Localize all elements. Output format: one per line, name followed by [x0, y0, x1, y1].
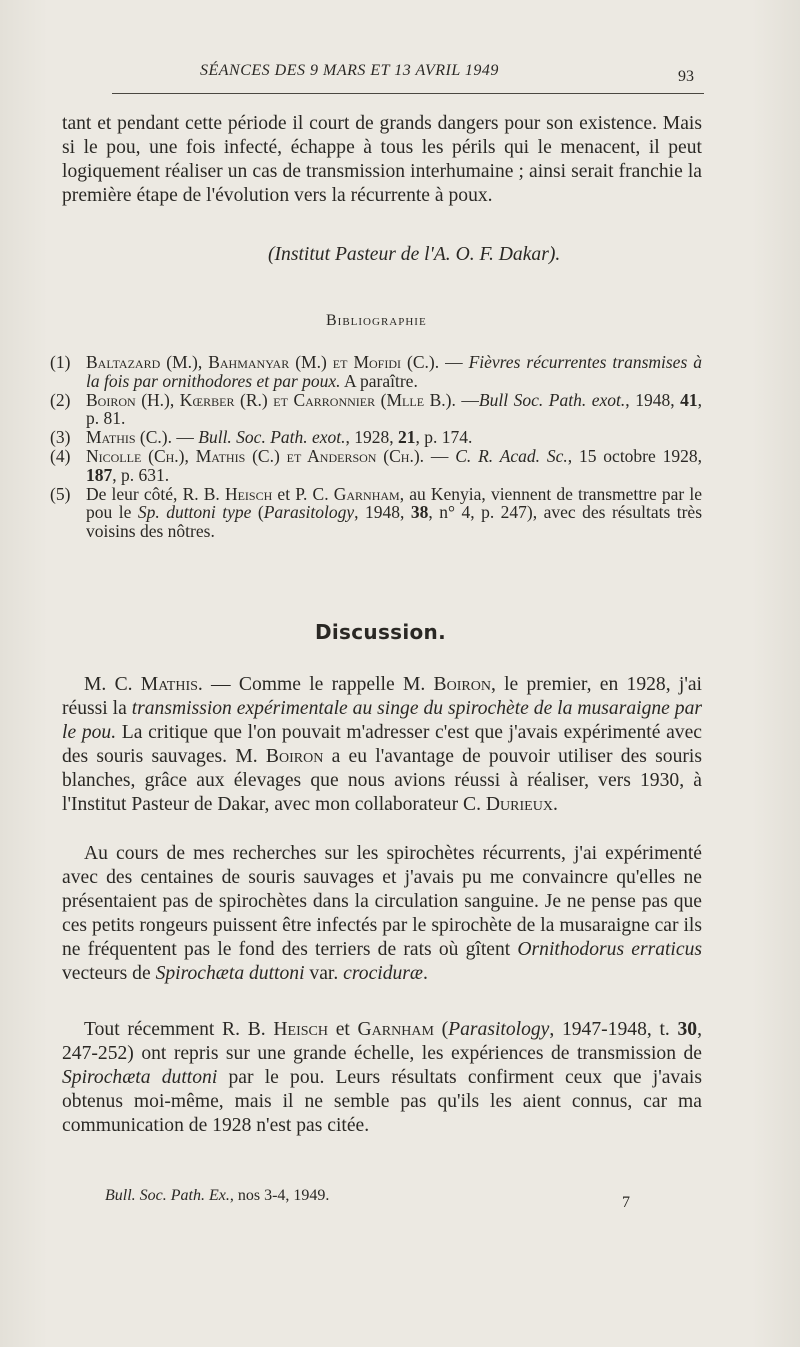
- ref-author: Garnham: [333, 483, 400, 504]
- ref-pages: , p. 174.: [415, 427, 473, 448]
- emphasis: transmission expérimentale au singe du spirochète de la musaraigne par le pou.: [62, 698, 702, 743]
- ref-title: Fièvres récurrentes transmises à la fois par ornithodores et par poux.: [86, 352, 703, 391]
- ref-journal: Bull Soc. Path. exot.: [478, 389, 626, 410]
- footer-citation: [105, 1187, 329, 1205]
- species-name: Ornithodorus erraticus: [517, 939, 702, 960]
- running-head: SÉANCES DES 9 MARS ET 13 AVRIL 1949: [200, 62, 499, 79]
- bibliography-entry-3: [50, 428, 702, 447]
- text-run: vecteurs de: [62, 963, 156, 984]
- text-run: .: [423, 963, 428, 984]
- header-rule: [112, 93, 704, 94]
- page-number: 93: [678, 68, 694, 85]
- ref-pages: , p. 81.: [86, 389, 702, 429]
- ref-text: et P. C.: [272, 483, 334, 504]
- ref-number: (4): [50, 446, 71, 467]
- speaker-name: M. C. Mathis.: [84, 674, 203, 695]
- bibliography-entry-1: [50, 353, 702, 390]
- text-run: , le premier, en 1928, j'ai réussi la: [62, 674, 702, 719]
- footer-issue: , nos 3-4, 1949.: [229, 1187, 330, 1204]
- ref-separator: —: [424, 446, 456, 467]
- text-run: var.: [304, 963, 344, 984]
- text-run: .: [552, 794, 558, 815]
- text-run: Tout récemment R. B.: [84, 1019, 274, 1040]
- ref-authors: Baltazard (M.), Bahmanyar (M.) et Mofidi (C.).: [86, 352, 440, 372]
- text-run: , 1947-1948, t.: [549, 1019, 678, 1040]
- discussion-paragraph-3: [62, 1018, 702, 1138]
- person-name: Heisch: [273, 1019, 328, 1040]
- ref-authors: Nicolle (Ch.), Mathis (C.) et Anderson (Ch.).: [86, 446, 425, 467]
- person-name: Boiron: [265, 746, 324, 767]
- ref-journal: Bull. Soc. Path. exot.: [198, 427, 346, 448]
- person-name: Durieux: [485, 794, 553, 815]
- ref-volume: 187: [86, 464, 113, 485]
- ref-author: Heisch: [224, 483, 273, 504]
- species-name: crociduræ: [343, 963, 423, 984]
- ref-volume: 41: [680, 389, 698, 410]
- text-run: Au cours de mes recherches sur les spirochètes récurrents, j'ai expérimenté avec des centaines de souris sauvages et j'avais pu me convaincre qu'elles ne présentaient pas de spirochètes dans la circulation sanguine. Je ne pense pas que ces petits rongeurs puissent être infectés par le spirochète de la musaraigne car ils ne fréquentent pas le fond des terriers de rats où gîtent: [62, 843, 702, 960]
- ref-date: , 15 octobre 1928,: [567, 446, 702, 467]
- bibliography-title: Bibliographie: [326, 312, 427, 329]
- bibliography-entry-2: [50, 391, 702, 428]
- institution-affiliation: (Institut Pasteur de l'A. O. F. Dakar).: [268, 244, 561, 265]
- text-run: — Comme le rappelle M.: [202, 674, 434, 695]
- ref-journal: Parasitology: [263, 502, 355, 523]
- ref-text: , n° 4, p. 247), avec des résultats très voisins des nôtres.: [86, 502, 703, 541]
- ref-text: De leur côté, R. B.: [86, 483, 225, 504]
- species-name: Spirochæta duttoni: [62, 1067, 218, 1088]
- sheet-number: 7: [622, 1194, 630, 1211]
- text-run: et: [328, 1019, 358, 1040]
- discussion-paragraph-2: [62, 842, 702, 986]
- volume-number: 30: [677, 1019, 698, 1040]
- text-run: (: [433, 1019, 449, 1040]
- ref-year: , 1948,: [625, 389, 681, 410]
- bibliography-entry-5: [50, 485, 702, 541]
- ref-number: (3): [50, 427, 71, 448]
- text-run: par le pou. Leurs résultats confirment ceux que j'avais obtenus moi-même, mais il ne semble pas qu'ils les aient connus, car ma communication de 1928 n'est pas citée.: [62, 1067, 702, 1136]
- discussion-paragraph-1: [62, 673, 702, 817]
- ref-pages: , p. 631.: [112, 464, 170, 485]
- bibliography-entry-4: [50, 447, 702, 484]
- ref-volume: 21: [398, 427, 416, 448]
- person-name: Garnham: [357, 1019, 434, 1040]
- ref-separator: —: [172, 427, 199, 448]
- bibliography-list: [50, 353, 702, 541]
- discussion-heading: Discussion.: [315, 620, 446, 644]
- text-run: a eu l'avantage de pouvoir utiliser des souris blanches, grâce aux élevages que nous avions réussi à réaliser, vers 1930, à l'Institut Pasteur de Dakar, avec mon collaborateur C.: [62, 746, 702, 815]
- person-name: Boiron: [433, 674, 491, 695]
- paragraph-1: tant et pendant cette période il court de grands dangers pour son existence. Mais si le pou, une fois infecté, échappe à tous les périls qui le menacent, il peut logiquement réaliser un cas de transmission interhumaine ; ainsi serait franchie la première étape de l'évolution vers la récurrente à poux.: [62, 113, 702, 206]
- ref-separator: —: [455, 389, 479, 410]
- ref-journal: C. R. Acad. Sc.: [455, 446, 568, 467]
- ref-number: (2): [50, 389, 71, 410]
- ref-text: (: [251, 502, 264, 523]
- ref-number: (1): [50, 352, 71, 372]
- ref-number: (5): [50, 483, 71, 504]
- ref-note: A paraître.: [340, 370, 418, 391]
- ref-volume: 38: [410, 502, 429, 523]
- species-name: Spirochæta duttoni: [155, 963, 305, 984]
- ref-year: , 1948,: [354, 502, 411, 523]
- ref-authors: Mathis (C.).: [86, 427, 173, 448]
- journal-name: Parasitology: [448, 1019, 550, 1040]
- ref-species: Sp. duttoni type: [137, 502, 252, 523]
- footer-journal: Bull. Soc. Path. Ex.: [105, 1187, 230, 1204]
- ref-separator: —: [439, 352, 469, 372]
- ref-text: , au Kenyia, viennent de transmettre par le pou le: [86, 483, 702, 523]
- ref-authors: Boiron (H.), Kœrber (R.) et Carronnier (Mlle B.).: [86, 389, 456, 410]
- ref-year: , 1928,: [345, 427, 399, 448]
- text-run: La critique que l'on pouvait m'adresser c'est que j'avais expérimenté avec des souris sauvages. M.: [62, 722, 703, 767]
- text-run: , 247-252) ont repris sur une grande échelle, les expériences de transmission de: [62, 1019, 702, 1064]
